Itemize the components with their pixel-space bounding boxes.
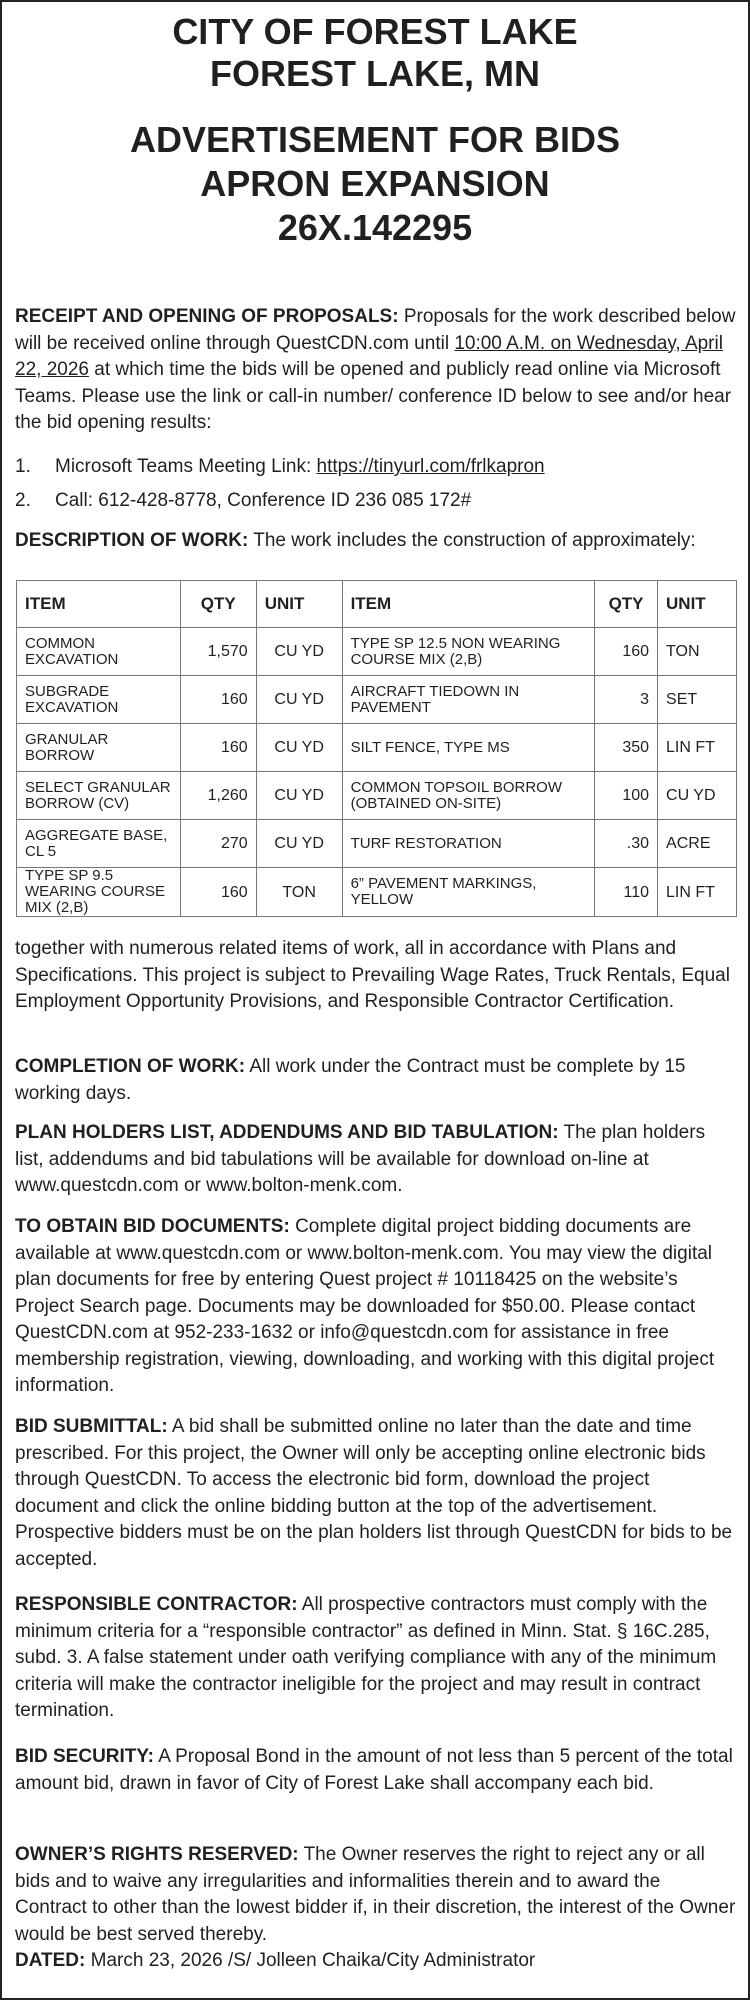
qty-cell: 100 (595, 772, 658, 820)
rights-heading: OWNER’S RIGHTS RESERVED: (15, 1844, 299, 1865)
item-cell: AIRCRAFT TIEDOWN IN PAVEMENT (342, 676, 595, 724)
item-cell: AGGREGATE BASE, CL 5 (17, 820, 181, 868)
city-location: FOREST LAKE, MN (210, 53, 540, 94)
unit-cell: LIN FT (658, 724, 737, 772)
responsible-section (15, 1592, 737, 1725)
dated-text: March 23, 2026 /S/ Jolleen Chaika/City Administrator (85, 1950, 536, 1971)
item-cell: GRANULAR BORROW (17, 724, 181, 772)
description-text: The work includes the construction of approximately: (248, 530, 696, 551)
project-number: 26X.142295 (277, 207, 473, 248)
table-row (17, 676, 737, 724)
responsible-text: All prospective contractors must comply with the minimum criteria for a “responsible contractor” as defined in Minn. Stat. § 16C.285, subd. 3. A false statement under oath verifying compliance with any of the minimum criteria will make the contractor ineligible for the project and may result in contract termination. (15, 1594, 717, 1721)
submittal-section (15, 1414, 737, 1573)
qty-cell: 160 (180, 676, 256, 724)
receipt-section (15, 304, 737, 437)
receipt-deadline: 10:00 A.M. on Wednesday, April 22, 2026 (15, 332, 723, 380)
qty-cell: 1,570 (180, 628, 256, 676)
list-text: Call: 612-428-8778, Conference ID 236 085 172# (55, 490, 472, 511)
table-row (17, 724, 737, 772)
planholders-heading: PLAN HOLDERS LIST, ADDENDUMS AND BID TABULATION: (15, 1122, 559, 1143)
planholders-section (15, 1120, 737, 1200)
table-header-row (17, 581, 737, 628)
unit-cell: LIN FT (658, 868, 737, 917)
unit-cell: CU YD (256, 628, 342, 676)
qty-cell: .30 (595, 820, 658, 868)
list-item-teams (15, 454, 737, 480)
qty-cell: 1,260 (180, 772, 256, 820)
obtain-section (15, 1214, 737, 1400)
list-number: 1. (15, 456, 31, 477)
dated-section (15, 1948, 737, 1975)
together-text: together with numerous related items of work, all in accordance with Plans and Specifications. This project is subject to Prevailing Wage Rates, Truck Rentals, Equal Employment Opportunity Provisions, and Responsible Contractor Certification. (15, 938, 730, 1012)
item-cell: SUBGRADE EXCAVATION (17, 676, 181, 724)
security-text: A Proposal Bond in the amount of not less than 5 percent of the total amount bid, drawn in favor of City of Forest Lake shall accompany each bid. (15, 1746, 733, 1794)
rights-section (15, 1842, 737, 1948)
item-cell: TYPE SP 9.5 WEARING COURSE MIX (2,B) (17, 868, 181, 917)
security-heading: BID SECURITY: (15, 1746, 154, 1767)
list-number: 2. (15, 490, 31, 511)
rights-text: The Owner reserves the right to reject any or all bids and to waive any irregularities and informalities therein and to award the Contract to other than the lowest bidder if, in their discretion, the interest of the Owner would be best served thereby. (15, 1844, 736, 1945)
item-cell: TYPE SP 12.5 NON WEARING COURSE MIX (2,B) (342, 628, 595, 676)
obtain-text: Complete digital project bidding documents are available at www.questcdn.com or www.bolton-menk.com. You may view the digital plan documents for free by entering Quest project # 10118425 on the website’s Project Search page. Documents may be downloaded for $50.00. Please contact QuestCDN.com at 952-233-1632 or info@questcdn.com for assistance in free membership registration, viewing, downloading, and working with this digital project information. (15, 1216, 715, 1396)
submittal-text: A bid shall be submitted online no later than the date and time prescribed. For this project, the Owner will only be accepting online electronic bids through QuestCDN. To access the electronic bid form, download the project document and click the online bidding button at the top of the advertisement. Prospective bidders must be on the plan holders list through QuestCDN for bids to be accepted. (15, 1416, 733, 1570)
item-cell: SILT FENCE, TYPE MS (342, 724, 595, 772)
qty-cell: 3 (595, 676, 658, 724)
item-cell: COMMON TOPSOIL BORROW (OBTAINED ON-SITE) (342, 772, 595, 820)
table-row (17, 820, 737, 868)
work-items-table (16, 580, 737, 917)
completion-heading: COMPLETION OF WORK: (15, 1056, 246, 1077)
receipt-heading: RECEIPT AND OPENING OF PROPOSALS: (15, 306, 399, 327)
responsible-heading: RESPONSIBLE CONTRACTOR: (15, 1594, 298, 1615)
col-header-qty: QTY (180, 581, 256, 628)
completion-text: All work under the Contract must be complete by 15 working days. (15, 1056, 686, 1104)
receipt-text-2: at which time the bids will be opened and publicly read online via Microsoft Teams. Please use the link or call-in number/ conference ID below to see and/or hear the bid opening results: (15, 359, 732, 433)
table-row (17, 628, 737, 676)
unit-cell: CU YD (256, 724, 342, 772)
receipt-text-1: Proposals for the work described below will be received online through QuestCDN.com until (15, 306, 736, 354)
unit-cell: CU YD (256, 676, 342, 724)
col-header-item: ITEM (17, 581, 181, 628)
teams-link[interactable]: https://tinyurl.com/frlkapron (316, 456, 545, 477)
unit-cell: ACRE (658, 820, 737, 868)
item-cell: TURF RESTORATION (342, 820, 595, 868)
obtain-heading: TO OBTAIN BID DOCUMENTS: (15, 1216, 290, 1237)
qty-cell: 270 (180, 820, 256, 868)
city-title: CITY OF FOREST LAKE (172, 11, 578, 52)
item-cell: COMMON EXCAVATION (17, 628, 181, 676)
ad-title: ADVERTISEMENT FOR BIDS (129, 119, 621, 160)
unit-cell: TON (256, 868, 342, 917)
unit-cell: CU YD (256, 820, 342, 868)
table-row (17, 868, 737, 917)
unit-cell: SET (658, 676, 737, 724)
together-section (15, 936, 737, 1016)
qty-cell: 160 (180, 724, 256, 772)
description-section (15, 528, 737, 555)
col-header-item-2: ITEM (342, 581, 595, 628)
col-header-unit-2: UNIT (658, 581, 737, 628)
security-section (15, 1744, 737, 1797)
submittal-heading: BID SUBMITTAL: (15, 1416, 168, 1437)
table-row (17, 772, 737, 820)
list-item-call (15, 488, 737, 514)
qty-cell: 350 (595, 724, 658, 772)
dated-heading: DATED: (15, 1950, 86, 1971)
description-heading: DESCRIPTION OF WORK: (15, 530, 249, 551)
unit-cell: CU YD (658, 772, 737, 820)
col-header-qty-2: QTY (595, 581, 658, 628)
qty-cell: 110 (595, 868, 658, 917)
item-cell: SELECT GRANULAR BORROW (CV) (17, 772, 181, 820)
project-name: APRON EXPANSION (200, 163, 550, 204)
col-header-unit: UNIT (256, 581, 342, 628)
item-cell: 6” PAVEMENT MARKINGS, YELLOW (342, 868, 595, 917)
qty-cell: 160 (180, 868, 256, 917)
qty-cell: 160 (595, 628, 658, 676)
unit-cell: TON (658, 628, 737, 676)
completion-section (15, 1054, 737, 1107)
unit-cell: CU YD (256, 772, 342, 820)
planholders-text: The plan holders list, addendums and bid tabulations will be available for download on-line at www.questcdn.com or www.bolton-menk.com. (15, 1122, 706, 1196)
list-text: Microsoft Teams Meeting Link: (55, 456, 317, 477)
